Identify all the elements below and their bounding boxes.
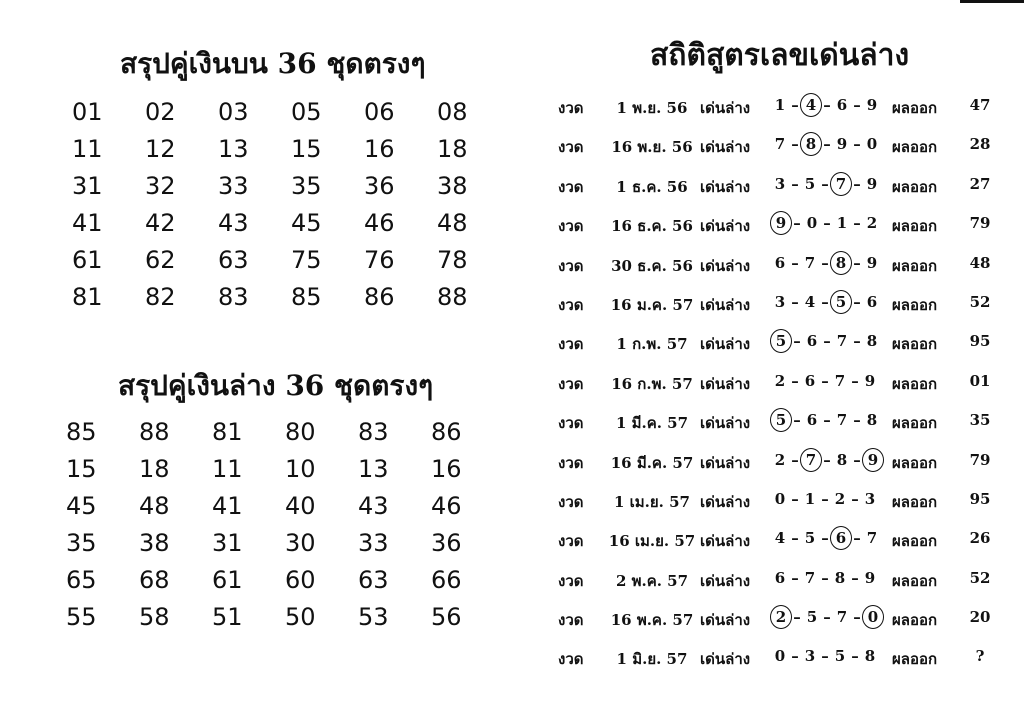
digit-separator: – [821,371,829,390]
digit-separator: – [821,489,829,508]
pair-cell: 63 [358,566,389,594]
stats-row [540,519,1010,558]
digit-separator: – [853,292,861,311]
round-date: 16 พ.ย. 56 [611,138,693,157]
digit-sequence [772,451,882,469]
stats-row [540,322,1010,361]
pair-cell: 88 [437,283,468,311]
result-value: 79 [969,450,991,469]
result-label: ผลออก [892,217,938,236]
pair-cell: 50 [285,603,316,631]
result-value: 20 [969,608,991,627]
pair-cell: 43 [218,209,249,237]
round-label: งวด [558,177,584,196]
digit-separator: – [823,96,831,114]
round-label: งวด [558,99,584,117]
digit: 3 [864,489,876,508]
digit: 1 [804,489,816,508]
digit-sequence [772,529,880,547]
stats-table [540,86,1010,677]
digit: 7 [836,332,848,351]
type-label: เด่นล่าง [700,138,751,157]
round-date: 30 ธ.ค. 56 [611,256,693,275]
digit: 2 [834,489,846,508]
digit-sequence [772,411,880,429]
result-label: ผลออก [892,374,938,393]
digit-separator: – [853,529,861,548]
result-value: 48 [969,253,991,272]
round-label: งวด [558,453,584,472]
circled-digit: 8 [800,132,822,156]
digit-separator: – [853,96,861,114]
digit-separator: – [791,568,799,587]
pair-cell: 32 [145,172,176,200]
type-label: เด่นล่าง [700,571,751,590]
round-date: 16 มี.ค. 57 [610,453,694,472]
stats-title: สถิติสูตรเลขเด่นล่าง [650,38,910,73]
pair-cell: 66 [431,566,462,594]
digit-separator: – [851,568,859,587]
digit: 2 [866,214,878,233]
digit-separator: – [791,253,799,272]
pair-cell: 05 [291,98,322,126]
digit-separator: – [791,292,799,311]
pair-cell: 36 [364,172,395,200]
digit: 6 [866,292,878,311]
pair-cell: 88 [139,418,170,446]
lower-pairs-grid [66,414,504,636]
result-value: 95 [969,489,991,508]
pair-cell: 81 [212,418,243,446]
digit-separator: – [821,292,829,311]
digit-separator: – [823,332,831,351]
digit: 2 [774,450,786,469]
pair-cell: 31 [72,172,103,200]
digit-separator: – [823,214,831,233]
digit-sequence [772,647,878,665]
result-value: 26 [969,529,991,548]
circled-digit: 5 [770,408,792,432]
round-date: 1 พ.ย. 56 [616,99,688,117]
pair-cell: 03 [218,98,249,126]
type-label: เด่นล่าง [700,295,751,314]
stats-row [540,401,1010,440]
result-label: ผลออก [892,99,938,117]
circled-digit: 7 [800,448,822,472]
circled-digit: 5 [830,290,852,314]
pair-cell: 13 [358,455,389,483]
digit-separator: – [793,214,801,233]
digit-separator: – [853,214,861,233]
digit: 0 [866,135,878,154]
pair-cell: 36 [431,529,462,557]
digit: 9 [866,96,878,114]
result-value: 28 [969,135,991,154]
pair-cell: 35 [291,172,322,200]
digit-sequence [772,608,882,626]
stats-row [540,480,1010,519]
type-label: เด่นล่าง [700,374,751,393]
digit: 1 [836,214,848,233]
pair-cell: 61 [212,566,243,594]
pair-cell: 11 [212,455,243,483]
pair-cell: 62 [145,246,176,274]
digit-separator: – [853,411,861,430]
digit-separator: – [851,489,859,508]
digit: 7 [774,135,786,154]
upper-pairs-grid [72,94,510,316]
digit: 8 [836,450,848,469]
pair-cell: 51 [212,603,243,631]
pair-cell: 15 [291,135,322,163]
digit-sequence [772,372,878,390]
digit: 5 [804,529,816,548]
type-label: เด่นล่าง [700,256,751,275]
round-label: งวด [558,650,584,669]
pair-cell: 86 [364,283,395,311]
digit: 2 [774,371,786,390]
type-label: เด่นล่าง [700,217,751,236]
pair-cell: 58 [139,603,170,631]
pair-cell: 85 [66,418,97,446]
result-value: 47 [969,96,991,114]
pair-cell: 12 [145,135,176,163]
result-label: ผลออก [892,453,938,472]
pair-cell: 18 [139,455,170,483]
circled-digit: 0 [862,605,884,629]
digit-separator: – [791,371,799,390]
digit-separator: – [793,332,801,351]
pair-cell: 15 [66,455,97,483]
digit: 9 [866,174,878,193]
result-value: 79 [969,214,991,233]
round-date: 16 ม.ค. 57 [610,295,694,314]
result-label: ผลออก [892,650,938,669]
digit-separator: – [853,450,861,469]
digit-sequence [772,96,880,114]
digit-sequence [772,490,878,508]
round-label: งวด [558,611,584,630]
digit: 0 [774,647,786,666]
circled-digit: 7 [830,172,852,196]
digit: 6 [836,96,848,114]
pair-cell: 83 [218,283,249,311]
pair-cell: 45 [291,209,322,237]
result-label: ผลออก [892,414,938,433]
digit: 6 [774,253,786,272]
digit: 9 [864,371,876,390]
digit-separator: – [823,608,831,627]
digit: 3 [774,292,786,311]
type-label: เด่นล่าง [700,177,751,196]
digit-separator: – [791,489,799,508]
digit: 7 [836,608,848,627]
stats-row [540,125,1010,164]
round-date: 1 เม.ย. 57 [613,492,690,511]
result-label: ผลออก [892,571,938,590]
result-value: 52 [969,292,991,311]
digit-separator: – [791,96,799,114]
pair-cell: 43 [358,492,389,520]
result-label: ผลออก [892,138,938,157]
pair-cell: 83 [358,418,389,446]
pair-cell: 16 [364,135,395,163]
digit: 4 [774,529,786,548]
round-date: 16 พ.ค. 57 [610,611,694,630]
round-label: งวด [558,532,584,551]
circled-digit: 9 [770,211,792,235]
digit: 3 [804,647,816,666]
result-label: ผลออก [892,177,938,196]
pair-cell: 76 [364,246,395,274]
circled-digit: 2 [770,605,792,629]
pair-cell: 06 [364,98,395,126]
digit-separator: – [791,174,799,193]
stats-row [540,283,1010,322]
pair-cell: 01 [72,98,103,126]
round-label: งวด [558,217,584,236]
stats-row [540,362,1010,401]
digit: 7 [804,253,816,272]
circled-digit: 5 [770,329,792,353]
digit: 6 [774,568,786,587]
digit: 5 [804,174,816,193]
digit: 8 [834,568,846,587]
digit: 6 [804,371,816,390]
type-label: เด่นล่าง [700,532,751,551]
digit: 4 [804,292,816,311]
digit: 6 [806,411,818,430]
digit: 5 [806,608,818,627]
pair-cell: 02 [145,98,176,126]
digit: 7 [804,568,816,587]
result-label: ผลออก [892,532,938,551]
digit-separator: – [853,332,861,351]
digit-separator: – [823,411,831,430]
top-edge-rule [960,0,1024,3]
pair-cell: 18 [437,135,468,163]
pair-cell: 68 [139,566,170,594]
round-date: 2 พ.ค. 57 [615,571,689,590]
round-date: 16 ธ.ค. 56 [611,217,693,236]
pair-cell: 31 [212,529,243,557]
pair-cell: 80 [285,418,316,446]
digit: 3 [774,174,786,193]
round-label: งวด [558,256,584,275]
round-label: งวด [558,414,584,433]
digit-separator: – [823,135,831,154]
digit-sequence [772,214,880,232]
round-date: 16 ก.พ. 57 [611,374,693,393]
round-label: งวด [558,295,584,314]
type-label: เด่นล่าง [700,611,751,630]
pair-cell: 33 [358,529,389,557]
pair-cell: 48 [437,209,468,237]
pair-cell: 75 [291,246,322,274]
pair-cell: 55 [66,603,97,631]
result-value: 35 [969,411,991,430]
digit: 7 [836,411,848,430]
pair-cell: 48 [139,492,170,520]
digit-separator: – [821,529,829,548]
pair-cell: 42 [145,209,176,237]
stats-row [540,204,1010,243]
pair-cell: 08 [437,98,468,126]
digit: 1 [774,96,786,114]
circled-digit: 6 [830,526,852,550]
stats-row [540,441,1010,480]
digit: 7 [866,529,878,548]
pair-cell: 30 [285,529,316,557]
digit-separator: – [851,371,859,390]
pair-cell: 41 [72,209,103,237]
digit: 0 [774,489,786,508]
pair-cell: 45 [66,492,97,520]
circled-digit: 8 [830,251,852,275]
pair-cell: 65 [66,566,97,594]
digit-sequence [772,135,880,153]
type-label: เด่นล่าง [700,492,751,511]
result-value: 95 [969,332,991,351]
pair-cell: 85 [291,283,322,311]
digit-separator: – [791,647,799,666]
stats-row [540,637,1010,676]
round-date: 16 เม.ย. 57 [608,532,696,551]
upper-pairs-title: สรุปคู่เงินบน 36 ชุดตรงๆ [120,47,426,80]
type-label: เด่นล่าง [700,335,751,354]
pair-cell: 60 [285,566,316,594]
digit: 8 [866,332,878,351]
round-label: งวด [558,138,584,157]
digit-separator: – [791,135,799,154]
digit-separator: – [823,450,831,469]
pair-cell: 82 [145,283,176,311]
digit-separator: – [853,135,861,154]
pair-cell: 46 [431,492,462,520]
digit-separator: – [821,253,829,272]
type-label: เด่นล่าง [700,99,751,117]
stats-row [540,559,1010,598]
round-label: งวด [558,374,584,393]
round-date: 1 ธ.ค. 56 [616,177,688,196]
pair-cell: 46 [364,209,395,237]
pair-cell: 10 [285,455,316,483]
round-label: งวด [558,492,584,511]
digit-separator: – [791,529,799,548]
type-label: เด่นล่าง [700,650,751,669]
digit: 5 [834,647,846,666]
round-label: งวด [558,335,584,354]
result-value: 27 [969,174,991,193]
digit-separator: – [853,608,861,627]
digit-sequence [772,254,880,272]
pair-cell: 56 [431,603,462,631]
result-label: ผลออก [892,492,938,511]
digit-sequence [772,569,878,587]
digit: 6 [806,332,818,351]
type-label: เด่นล่าง [700,414,751,433]
digit-sequence [772,293,880,311]
result-label: ผลออก [892,256,938,275]
stats-row [540,86,1010,125]
pair-cell: 38 [139,529,170,557]
digit: 9 [836,135,848,154]
digit-separator: – [853,253,861,272]
digit: 0 [806,214,818,233]
digit-separator: – [821,568,829,587]
pair-cell: 11 [72,135,103,163]
pair-cell: 53 [358,603,389,631]
pair-cell: 41 [212,492,243,520]
round-date: 1 มี.ค. 57 [615,414,689,433]
pair-cell: 33 [218,172,249,200]
pair-cell: 38 [437,172,468,200]
digit: 8 [866,411,878,430]
digit-separator: – [793,608,801,627]
digit-separator: – [853,174,861,193]
round-label: งวด [558,571,584,590]
pair-cell: 86 [431,418,462,446]
pair-cell: 63 [218,246,249,274]
pair-cell: 81 [72,283,103,311]
digit-sequence [772,175,880,193]
pair-cell: 61 [72,246,103,274]
digit: 8 [864,647,876,666]
digit: 9 [866,253,878,272]
digit-separator: – [821,174,829,193]
circled-digit: 4 [800,93,822,117]
type-label: เด่นล่าง [700,453,751,472]
circled-digit: 9 [862,448,884,472]
lower-pairs-title: สรุปคู่เงินล่าง 36 ชุดตรงๆ [118,369,434,402]
round-date: 1 มิ.ย. 57 [616,650,688,669]
result-value: 52 [969,568,991,587]
digit-separator: – [791,450,799,469]
digit-separator: – [821,647,829,666]
digit-separator: – [851,647,859,666]
digit-sequence [772,332,880,350]
digit: 7 [834,371,846,390]
result-value: ? [975,647,985,666]
result-label: ผลออก [892,611,938,630]
stats-row [540,165,1010,204]
stats-row [540,598,1010,637]
pair-cell: 40 [285,492,316,520]
pair-cell: 35 [66,529,97,557]
digit: 9 [864,568,876,587]
stats-row [540,244,1010,283]
pair-cell: 78 [437,246,468,274]
result-label: ผลออก [892,335,938,354]
pair-cell: 13 [218,135,249,163]
digit-separator: – [793,411,801,430]
result-label: ผลออก [892,295,938,314]
pair-cell: 16 [431,455,462,483]
round-date: 1 ก.พ. 57 [616,335,688,354]
result-value: 01 [969,371,991,390]
